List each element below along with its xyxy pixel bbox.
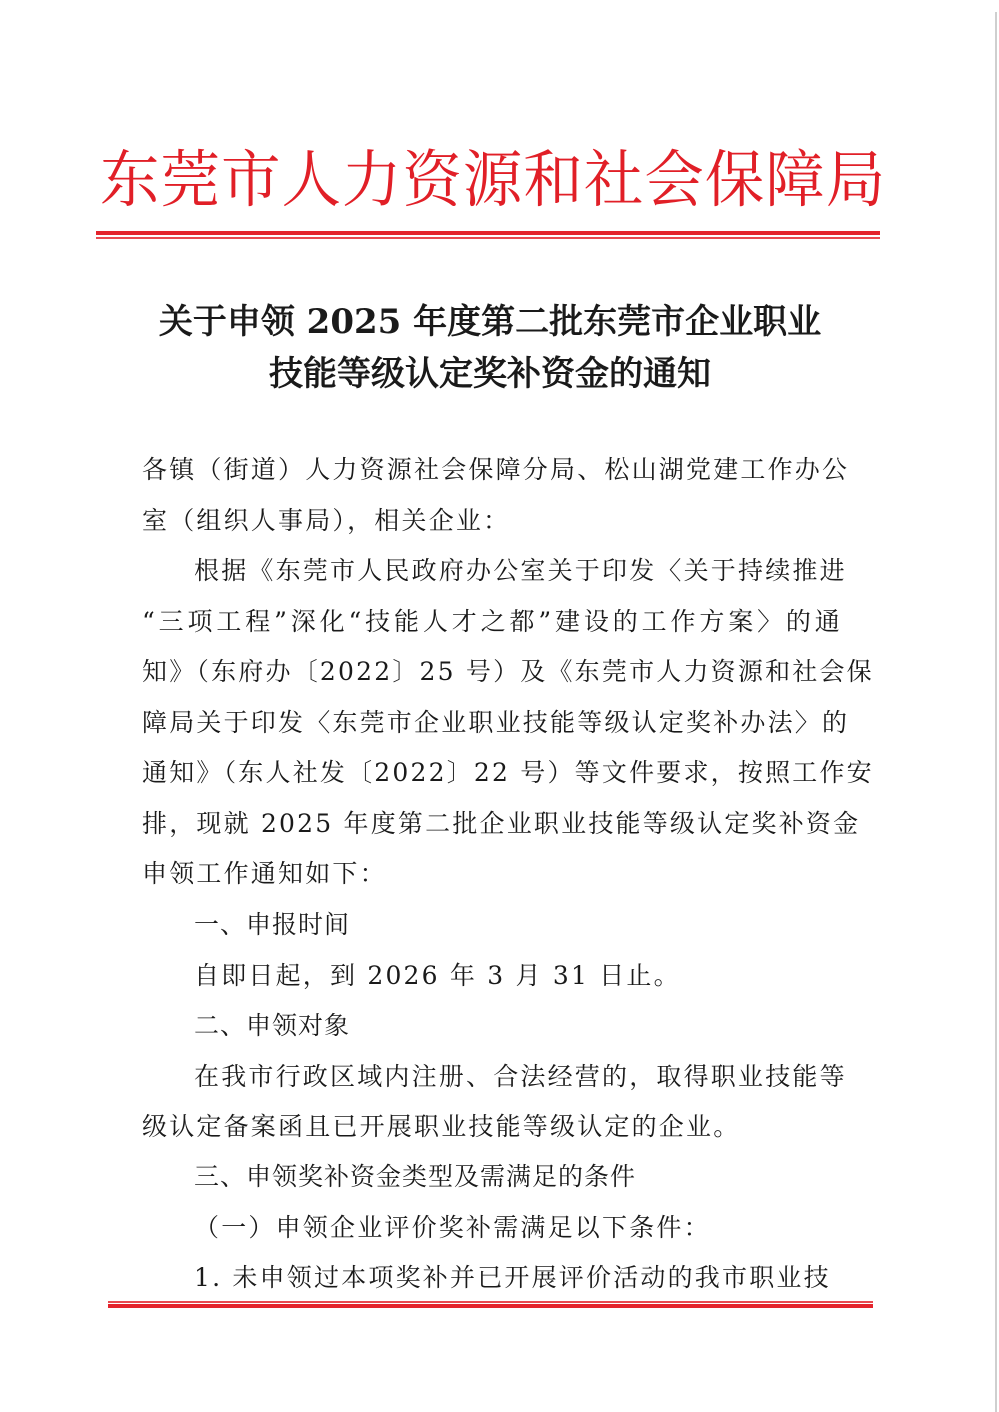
intro-line: “三项工程”深化“技能人才之都”建设的工作方案〉的通 bbox=[142, 606, 842, 636]
letterhead-agency-name: 东莞市人力资源和社会保障局 bbox=[100, 143, 887, 216]
section-1 bbox=[142, 900, 842, 1001]
footer-red-rule bbox=[108, 1301, 873, 1308]
section-heading: 三、申领奖补资金类型及需满足的条件 bbox=[194, 1162, 637, 1191]
section-subheading: （一）申领企业评价奖补需满足以下条件： bbox=[194, 1212, 711, 1242]
section-line: 1. 未申领过本项奖补并已开展评价活动的我市职业技 bbox=[194, 1263, 831, 1292]
section-2 bbox=[142, 1001, 847, 1153]
addressee-line-1: 各镇（街道）人力资源社会保障分局、松山湖党建工作办公 bbox=[142, 455, 850, 484]
intro-line: 排，现就 2025 年度第二批企业职业技能等级认定奖补资金 bbox=[142, 808, 861, 838]
document-title bbox=[120, 296, 860, 400]
addressee-block bbox=[142, 445, 850, 546]
section-line: 在我市行政区域内注册、合法经营的，取得职业技能等 bbox=[194, 1061, 847, 1091]
intro-line: 障局关于印发〈东莞市企业职业技能等级认定奖补办法〉的 bbox=[142, 707, 850, 737]
section-line: 自即日起，到 2026 年 3 月 31 日止。 bbox=[194, 960, 681, 990]
addressee-line-2: 室（组织人事局），相关企业： bbox=[142, 505, 511, 535]
document-title-line-2: 技能等级认定奖补资金的通知 bbox=[269, 354, 711, 394]
intro-line: 根据《东莞市人民政府办公室关于印发〈关于持续推进 bbox=[194, 556, 847, 585]
intro-line: 申领工作通知如下： bbox=[142, 859, 387, 888]
section-heading: 一、申报时间 bbox=[194, 910, 351, 939]
page-edge bbox=[995, 12, 997, 1412]
intro-line: 知》（东府办〔2022〕25 号）及《东莞市人力资源和社会保 bbox=[142, 657, 874, 686]
letterhead-red-rule bbox=[96, 231, 880, 239]
intro-paragraph bbox=[142, 546, 874, 900]
document-title-line-1: 关于申领 2025 年度第二批东莞市企业职业 bbox=[158, 302, 822, 342]
section-line: 级认定备案函且已开展职业技能等级认定的企业。 bbox=[142, 1112, 741, 1141]
section-3 bbox=[142, 1152, 842, 1304]
section-heading: 二、申领对象 bbox=[194, 1011, 351, 1040]
intro-line: 通知》（东人社发〔2022〕22 号）等文件要求，按照工作安 bbox=[142, 758, 874, 787]
